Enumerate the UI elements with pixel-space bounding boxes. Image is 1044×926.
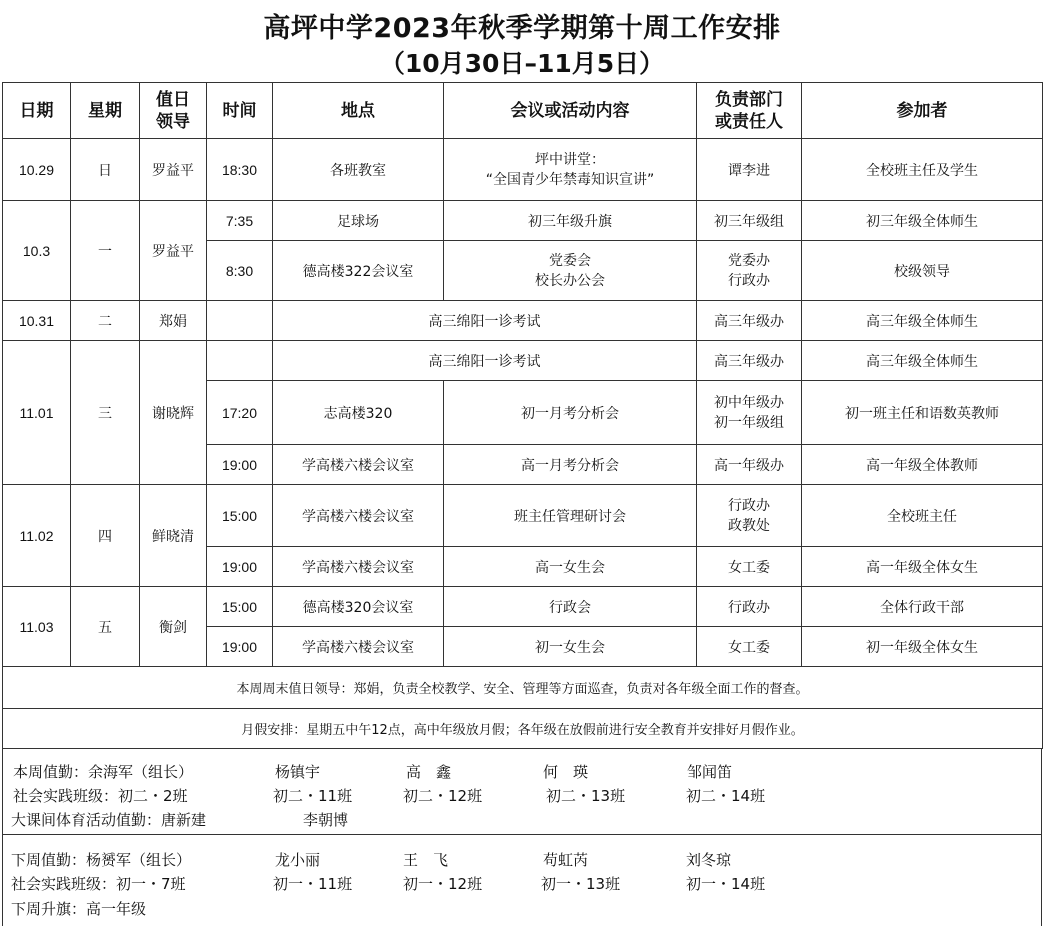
cell-date: 10.29 — [3, 139, 71, 201]
cell-place: 志高楼320 — [273, 381, 444, 445]
cell-participants: 全校班主任及学生 — [802, 139, 1043, 201]
next-week-duty-member: 刘冬琼 — [686, 851, 732, 869]
next-week-class: 初一・14班 — [686, 875, 766, 893]
cell-time: 19:00 — [207, 627, 273, 667]
this-week-class-label: 社会实践班级：初二・2班 — [13, 787, 188, 805]
holiday-note: 月假安排：星期五中午12点，高中年级放月假；各年级在放假前进行安全教育并安排好月假作业。 — [3, 709, 1043, 749]
header-participants: 参加者 — [802, 83, 1043, 139]
cell-owner: 初中年级办 初一年级组 — [697, 381, 802, 445]
cell-owner: 行政办 政教处 — [697, 485, 802, 547]
this-week-duty-member: 邹闻笛 — [687, 763, 733, 781]
cell-owner: 党委办 行政办 — [697, 241, 802, 301]
cell-content: 高一女生会 — [444, 547, 697, 587]
cell-leader: 郑娟 — [140, 301, 207, 341]
cell-time: 15:00 — [207, 485, 273, 547]
cell-content: 高一月考分析会 — [444, 445, 697, 485]
cell-participants: 初一年级全体女生 — [802, 627, 1043, 667]
cell-time: 15:00 — [207, 587, 273, 627]
cell-date: 10.31 — [3, 301, 71, 341]
header-row — [3, 83, 1043, 139]
cell-time — [207, 301, 273, 341]
cell-content: 班主任管理研讨会 — [444, 485, 697, 547]
cell-participants: 初一班主任和语数英教师 — [802, 381, 1043, 445]
header-weekday: 星期 — [71, 83, 140, 139]
cell-participants: 高三年级全体师生 — [802, 301, 1043, 341]
divider — [3, 834, 1041, 835]
cell-owner: 高一年级办 — [697, 445, 802, 485]
cell-owner: 行政办 — [697, 587, 802, 627]
cell-owner: 女工委 — [697, 627, 802, 667]
cell-place: 各班教室 — [273, 139, 444, 201]
cell-content: 初一月考分析会 — [444, 381, 697, 445]
cell-participants: 全校班主任 — [802, 485, 1043, 547]
cell-place: 德高楼320会议室 — [273, 587, 444, 627]
next-week-duty-member: 龙小丽 — [275, 851, 321, 869]
this-week-class: 初二・11班 — [273, 787, 353, 805]
cell-place: 学高楼六楼会议室 — [273, 547, 444, 587]
next-week-class: 初一・12班 — [403, 875, 483, 893]
next-week-flag: 下周升旗：高一年级 — [11, 900, 147, 918]
cell-owner: 高三年级办 — [697, 341, 802, 381]
table-row — [3, 485, 1043, 547]
next-week-class-label: 社会实践班级：初一・7班 — [11, 875, 186, 893]
cell-time: 17:20 — [207, 381, 273, 445]
cell-weekday: 一 — [71, 201, 140, 301]
cell-leader: 罗益平 — [140, 201, 207, 301]
cell-participants: 高一年级全体教师 — [802, 445, 1043, 485]
schedule-table — [2, 82, 1043, 749]
cell-participants: 全体行政干部 — [802, 587, 1043, 627]
cell-date: 11.02 — [3, 485, 71, 587]
this-week-duty-member: 高 鑫 — [406, 763, 452, 781]
this-week-class: 初二・13班 — [546, 787, 626, 805]
note-row — [3, 709, 1043, 749]
cell-leader: 衡剑 — [140, 587, 207, 667]
cell-participants: 高一年级全体女生 — [802, 547, 1043, 587]
pe-duty-member: 李朝博 — [303, 811, 349, 829]
this-week-duty-label: 本周值勤：余海军（组长） — [13, 763, 194, 781]
cell-leader: 谢晓辉 — [140, 341, 207, 485]
cell-content: 行政会 — [444, 587, 697, 627]
cell-leader: 罗益平 — [140, 139, 207, 201]
header-leader: 值日 领导 — [140, 83, 207, 139]
cell-content: 坪中讲堂： “全国青少年禁毒知识宣讲” — [444, 139, 697, 201]
header-time: 时间 — [207, 83, 273, 139]
cell-time: 19:00 — [207, 445, 273, 485]
next-week-class: 初一・13班 — [541, 875, 621, 893]
cell-time: 7:35 — [207, 201, 273, 241]
table-row — [3, 587, 1043, 627]
cell-content: 初一女生会 — [444, 627, 697, 667]
cell-weekday: 五 — [71, 587, 140, 667]
header-place: 地点 — [273, 83, 444, 139]
cell-participants: 初三年级全体师生 — [802, 201, 1043, 241]
header-date: 日期 — [3, 83, 71, 139]
note-row — [3, 667, 1043, 709]
table-row — [3, 139, 1043, 201]
cell-time — [207, 341, 273, 381]
title-line-2: （10月30日–11月5日） — [379, 49, 665, 78]
cell-place: 学高楼六楼会议室 — [273, 445, 444, 485]
cell-date: 11.01 — [3, 341, 71, 485]
header-owner: 负责部门 或责任人 — [697, 83, 802, 139]
cell-owner: 初三年级组 — [697, 201, 802, 241]
table-row — [3, 341, 1043, 381]
cell-time: 8:30 — [207, 241, 273, 301]
cell-date: 10.3 — [3, 201, 71, 301]
duty-section — [2, 749, 1042, 926]
next-week-duty-member: 王 飞 — [403, 851, 449, 869]
next-week-duty-member: 苟虹芮 — [543, 851, 589, 869]
cell-weekday: 二 — [71, 301, 140, 341]
cell-leader: 鲜晓清 — [140, 485, 207, 587]
this-week-class: 初二・12班 — [403, 787, 483, 805]
cell-weekday: 日 — [71, 139, 140, 201]
cell-weekday: 三 — [71, 341, 140, 485]
page-title — [0, 0, 1044, 82]
cell-content: 高三绵阳一诊考试 — [273, 341, 697, 381]
next-week-class: 初一・11班 — [273, 875, 353, 893]
title-line-1: 高坪中学2023年秋季学期第十周工作安排 — [263, 13, 781, 44]
cell-place: 学高楼六楼会议室 — [273, 485, 444, 547]
cell-time: 19:00 — [207, 547, 273, 587]
table-row — [3, 201, 1043, 241]
cell-place: 学高楼六楼会议室 — [273, 627, 444, 667]
table-row — [3, 301, 1043, 341]
cell-place: 足球场 — [273, 201, 444, 241]
cell-content: 高三绵阳一诊考试 — [273, 301, 697, 341]
header-content: 会议或活动内容 — [444, 83, 697, 139]
cell-content: 党委会 校长办公会 — [444, 241, 697, 301]
cell-owner: 女工委 — [697, 547, 802, 587]
cell-owner: 谭李进 — [697, 139, 802, 201]
cell-time: 18:30 — [207, 139, 273, 201]
this-week-duty-member: 何 瑛 — [543, 763, 589, 781]
next-week-duty-label: 下周值勤：杨赟军（组长） — [11, 851, 192, 869]
cell-place: 德高楼322会议室 — [273, 241, 444, 301]
this-week-class: 初二・14班 — [686, 787, 766, 805]
cell-owner: 高三年级办 — [697, 301, 802, 341]
cell-date: 11.03 — [3, 587, 71, 667]
cell-weekday: 四 — [71, 485, 140, 587]
weekend-duty-note: 本周周末值日领导：郑娟，负责全校教学、安全、管理等方面巡查，负责对各年级全面工作的督查。 — [3, 667, 1043, 709]
cell-participants: 高三年级全体师生 — [802, 341, 1043, 381]
pe-duty-label: 大课间体育活动值勤：唐新建 — [11, 811, 207, 829]
this-week-duty-member: 杨镇宇 — [275, 763, 321, 781]
cell-content: 初三年级升旗 — [444, 201, 697, 241]
cell-participants: 校级领导 — [802, 241, 1043, 301]
